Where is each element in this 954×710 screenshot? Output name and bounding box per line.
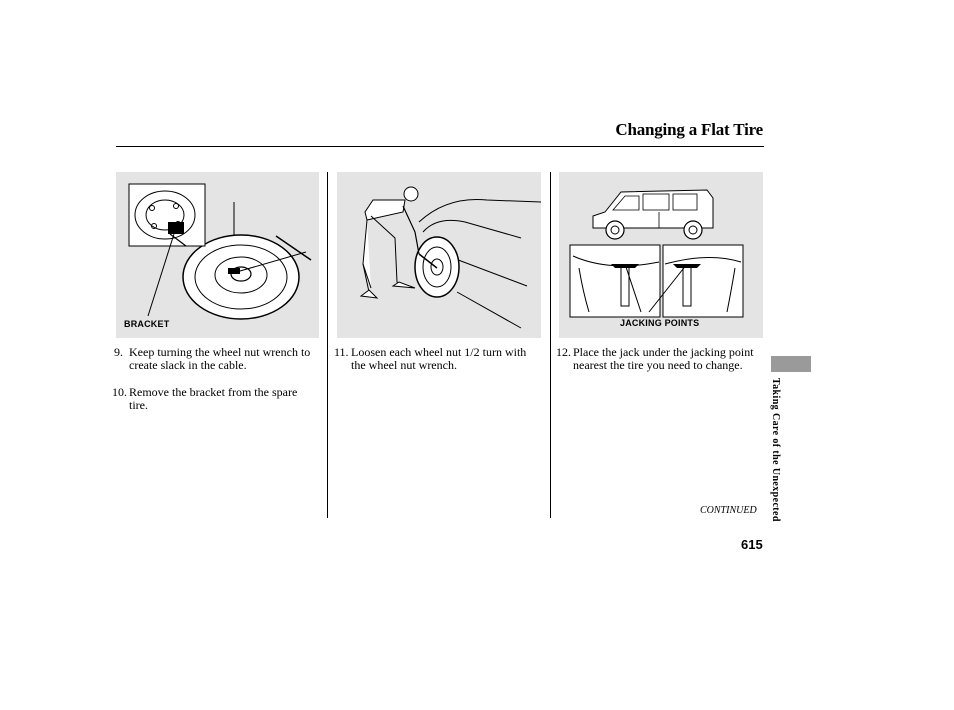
callout-bracket: BRACKET [124,319,170,329]
step-number: 11. [334,345,349,359]
loosen-nuts-illustration [337,172,541,338]
figure-jacking-points [559,172,763,338]
step-10 [112,386,307,412]
title-rule [116,146,764,147]
step-text: Remove the bracket from the spare tire. [129,385,298,412]
step-text: Loosen each wheel nut 1/2 turn with the wheel nut wrench. [351,345,527,372]
spare-tire-illustration [116,172,319,338]
step-number: 10. [112,385,127,399]
step-12 [556,346,761,372]
jacking-points-illustration [559,172,763,338]
figure-loosen-wheel-nuts [337,172,541,338]
step-11 [334,346,530,372]
step-number: 12. [556,345,571,359]
step-9 [114,346,328,372]
page-number: 615 [741,537,763,552]
continued-label: CONTINUED [700,505,757,516]
step-text: Place the jack under the jacking point nearest the tire you need to change. [573,345,754,372]
step-text: Keep turning the wheel nut wrench to create slack in the cable. [129,345,311,372]
section-tab [771,356,811,372]
figure-spare-tire-bracket [116,172,319,338]
step-number: 9. [114,345,123,359]
page-title: Changing a Flat Tire [615,120,763,139]
callout-jacking-points: JACKING POINTS [620,318,700,328]
section-side-label: Taking Care of the Unexpected [770,378,781,522]
column-divider-1 [327,172,328,518]
column-divider-2 [550,172,551,518]
